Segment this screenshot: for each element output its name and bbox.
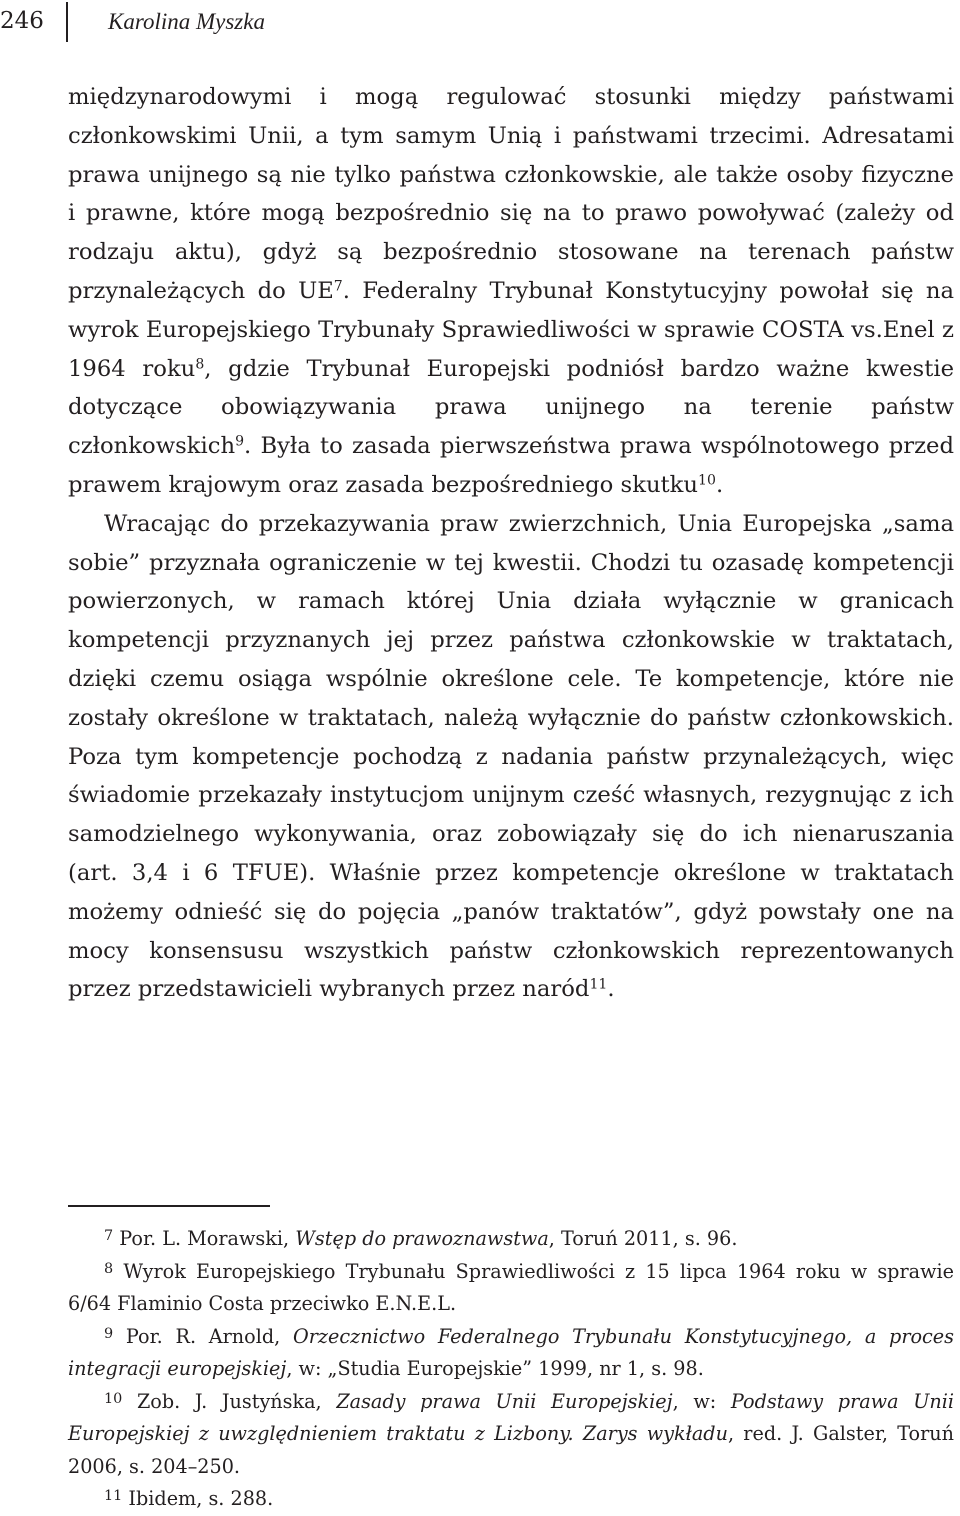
paragraph-text: międzynarodowymi i mogą regulować stosunki między państwami członkowskimi Unii, a tym samym Unią i państwami trzecimi. Adresatami prawa unijnego są nie tylko państwa członkowskie, ale także osoby fizyczne i prawne, które mogą bezpośrednio się na to prawo powoływać (zależy od rodzaju aktu), gdyż są bezpośrednio stosowane na terenach państw przynależących do UE: [68, 84, 954, 304]
footnote-number: 8: [104, 1260, 114, 1277]
footnote-ref-9[interactable]: 9: [235, 433, 245, 450]
page-number: 246: [0, 8, 44, 34]
footnote-text: , red. J. Galster, Toruń 2006, s. 204–250.: [68, 1422, 954, 1478]
header-divider: [66, 2, 68, 42]
footnote-number: 11: [104, 1487, 123, 1504]
running-header: [0, 0, 960, 44]
paragraph-2: [68, 505, 954, 1009]
footnote-ref-8[interactable]: 8: [195, 355, 205, 372]
footnote-separator: [68, 1205, 270, 1207]
paragraph-text: .: [715, 471, 724, 498]
footnote-number: 7: [104, 1227, 114, 1244]
footnote-text: , Toruń 2011, s. 96.: [548, 1227, 738, 1250]
footnote-text: Ibidem, s. 288.: [128, 1487, 274, 1510]
footnote-8: [68, 1256, 954, 1321]
footnote-text: , w:: [672, 1389, 731, 1413]
paragraph-text: , gdzie Trybunał Europejski podniósł bardzo ważne kwestie dotyczące obowiązywania prawa unijnego na terenie państw członkowskich: [68, 355, 954, 460]
footnote-11: [68, 1483, 954, 1516]
footnote-title: Orzecznictwo Federalnego Trybunału Konstytucyjnego, a proces integracji europejskiej: [68, 1324, 954, 1380]
footnote-title: Wstęp do prawoznawstwa: [295, 1227, 549, 1250]
paragraph-1: [68, 78, 954, 505]
footnote-text: Por. R. Arnold,: [125, 1324, 293, 1348]
paragraph-text: . Federalny Trybunał Konstytucyjny powołał się na wyrok Europejskiego Trybunały Sprawiedliwości w sprawie COSTA vs.Enel z 1964 roku: [68, 277, 954, 382]
running-head-author: Karolina Myszka: [108, 9, 265, 34]
footnote-number: 10: [104, 1390, 123, 1407]
paragraph-text: Wracając do przekazywania praw zwierzchnich, Unia Europejska „sama sobie” przyznała ograniczenie w tej kwestii. Chodzi tu ozasadę kompetencji powierzonych, w ramach której Unia działa wyłącznie w granicach kompetencji przyznanych jej przez państwa członkowskie w traktatach, dzięki czemu osiąga wspólnie określone cele. Te kompetencje, które nie zostały określone w traktatach, należą wyłącznie do państw członkowskich. Poza tym kompetencje pochodzą z nadania państw przynależących, więc świadomie przekazały instytucjom unijnym cześć własnych, rezygnując z ich samodzielnego wykonywania, oraz zobowiązały się do ich nienaruszania (art. 3,4 i 6 TFUE). Właśnie przez kompetencje określone w traktatach możemy odnieść się do pojęcia „panów traktatów”, gdyż powstały one na mocy konsensusu wszystkich państw członkowskich reprezentowanych przez przedstawicieli wybranych przez naród: [68, 510, 954, 1003]
footnote-number: 9: [104, 1325, 114, 1342]
footnote-text: , w: „Studia Europejskie” 1999, nr 1, s. 98.: [286, 1357, 704, 1380]
footnote-text: Por. L. Morawski,: [119, 1227, 296, 1250]
footnote-7: [68, 1223, 954, 1256]
footnote-ref-11[interactable]: 11: [589, 976, 608, 993]
footnote-text: Wyrok Europejskiego Trybunału Sprawiedliwości z 15 lipca 1964 roku w sprawie 6/64 Flaminio Costa przeciwko E.N.E.L.: [68, 1259, 954, 1315]
paragraph-text: .: [607, 976, 615, 1003]
footnote-9: [68, 1321, 954, 1386]
footnote-title: Podstawy prawa Unii Europejskiej z uwzględnieniem traktatu z Lizbony. Zarys wykładu: [68, 1389, 954, 1445]
footnotes: [68, 1223, 954, 1516]
footnote-ref-7[interactable]: 7: [333, 278, 343, 295]
footnote-10: [68, 1386, 954, 1484]
footnote-text: Zob. J. Justyńska,: [136, 1389, 337, 1413]
footnote-ref-10[interactable]: 10: [698, 472, 716, 489]
paragraph-text: . Była to zasada pierwszeństwa prawa wspólnotowego przed prawem krajowym oraz zasada bezpośredniego skutku: [68, 433, 954, 498]
footnote-title: Zasady prawa Unii Europejskiej: [336, 1389, 673, 1413]
main-text: [68, 78, 954, 1009]
